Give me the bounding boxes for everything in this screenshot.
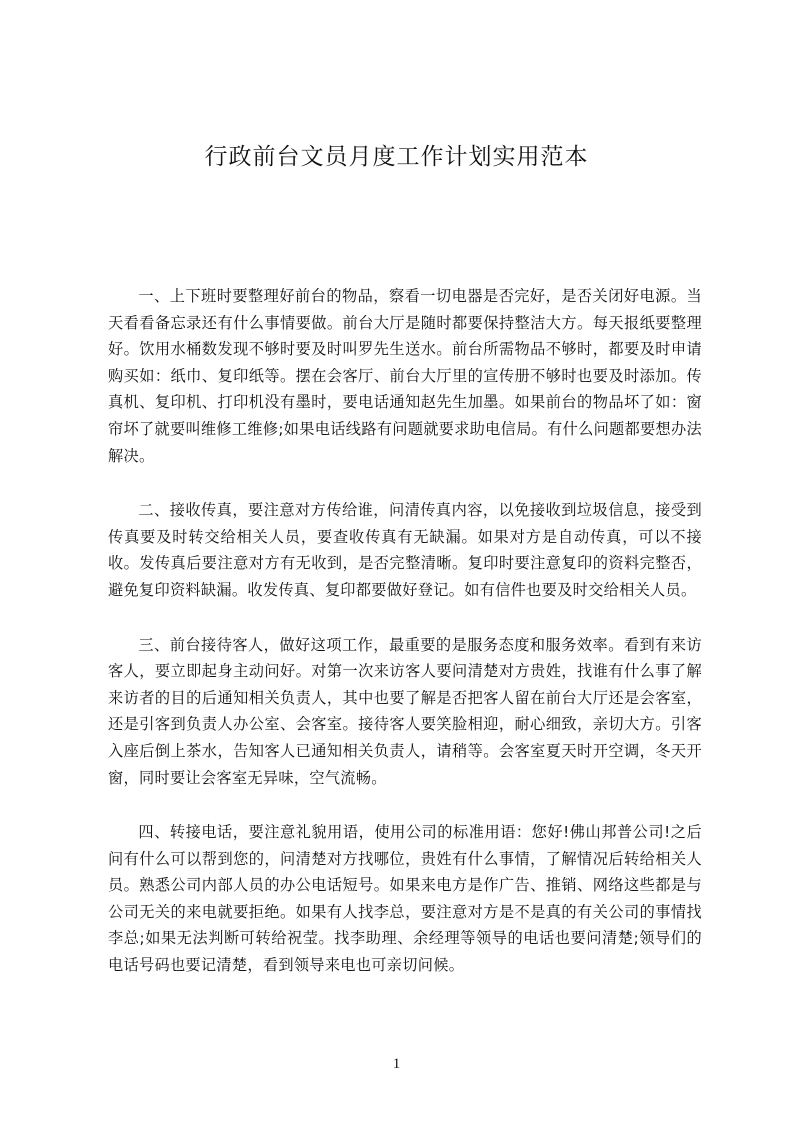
paragraph-phone-transfer: 四、转接电话，要注意礼貌用语，使用公司的标准用语：您好!佛山邦普公司!之后问有什么可以帮到您的，问清楚对方找哪位，贵姓有什么事情，了解情况后转给相关人员。熟悉公司内部人员的办公电话短号。如果来电方是作广告、推销、网络这些都是与公司无关的来电就要拒绝。如果有人找李总，要注意对方是不是真的有关公司的事情找李总;如果无法判断可转给祝莹。找李助理、余经理等领导的电话也要问清楚;领导们的电话号码也要记清楚，看到领导来电也可亲切问候。 [108,823,702,975]
document-title: 行政前台文员月度工作计划实用范本 [204,144,589,170]
paragraph-fax-copy: 二、接收传真，要注意对方传给谁，问清传真内容，以免接收到垃圾信息，接受到传真要及时转交给相关人员，要查收传真有无缺漏。如果对方是自动传真，可以不接收。发传真后要注意对方有无收到，是否完整清晰。复印时要注意复印的资料完整否，避免复印资料缺漏。收发传真、复印都要做好登记。如有信件也要及时交给相关人员。 [108,501,702,599]
paragraph-front-desk-items: 一、上下班时要整理好前台的物品，察看一切电器是否完好，是否关闭好电源。当天看看备忘录还有什么事情要做。前台大厅是随时都要保持整洁大方。每天报纸要整理好。饮用水桶数发现不够时要及时叫罗先生送水。前台所需物品不够时，都要及时申请购买如：纸巾、复印纸等。摆在会客厅、前台大厅里的宣传册不够时也要及时添加。传真机、复印机、打印机没有墨时，要电话通知赵先生加墨。如果前台的物品坏了如：窗帘坏了就要叫维修工维修;如果电话线路有问题就要求助电信局。有什么问题都要想办法解决。 [108,287,702,465]
document-body [108,283,702,1007]
page-number: 1 [392,1056,401,1072]
paragraph-reception: 三、前台接待客人，做好这项工作，最重要的是服务态度和服务效率。看到有来访客人，要立即起身主动问好。对第一次来访客人要问清楚对方贵姓，找谁有什么事了解来访者的目的后通知相关负责人，其中也要了解是否把客人留在前台大厅还是会客室，还是引客到负责人办公室、会客室。接待客人要笑脸相迎，耐心细致，亲切大方。引客入座后倒上茶水，告知客人已通知相关负责人，请稍等。会客室夏天时开空调，冬天开窗，同时要让会客室无异味，空气流畅。 [108,635,702,787]
